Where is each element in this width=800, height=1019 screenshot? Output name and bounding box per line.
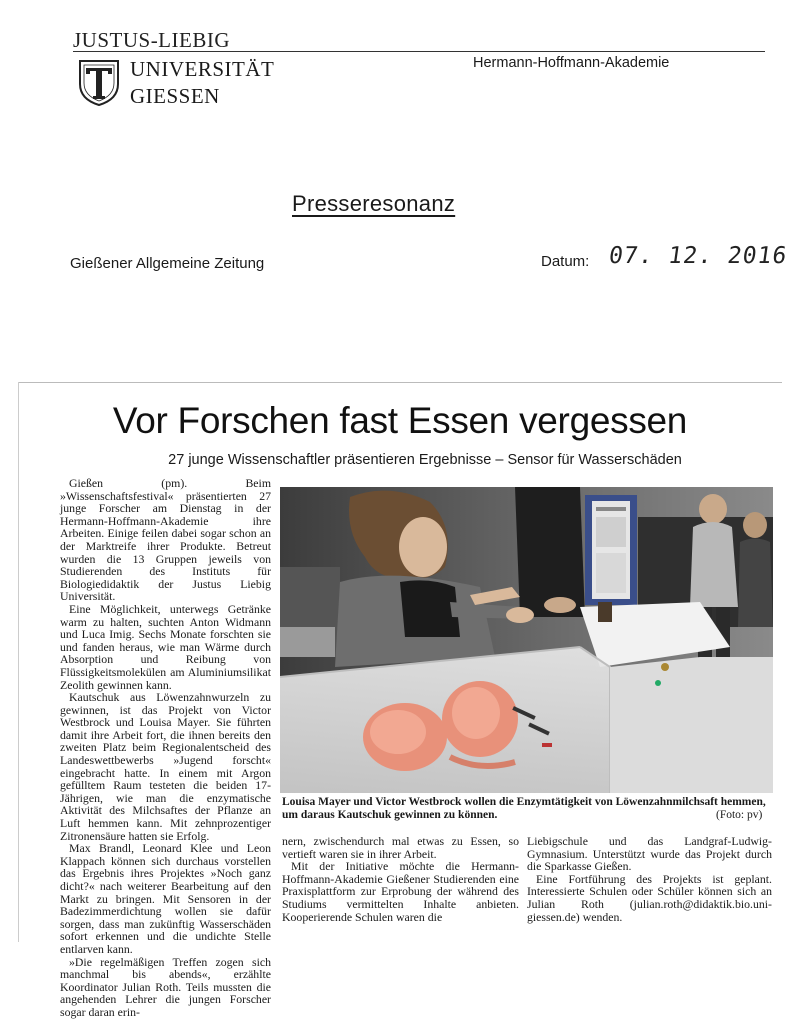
paragraph: Max Brandl, Leonard Klee und Leon Klappach können sich durchaus vorstellen das Ergebnis ihres Projektes »Noch ganz dicht?« nach weiterer Bearbeitung auf den Markt zu bringen. Mit Sensoren in der Badezimmerdichtung wollen sie dafür sorgen, dass man zukünftig Wasserschäden sofort erkennen und die undichte Stelle entlarven kann.	[60, 841, 271, 956]
date-value: 07. 12. 2016	[607, 243, 789, 269]
date-label: Datum:	[541, 253, 590, 270]
article-subheadline: 27 junge Wissenschaftler präsentieren Ergebnisse – Sensor für Wasserschäden	[168, 452, 682, 468]
article-photo	[280, 487, 773, 793]
article-column-3	[527, 835, 772, 923]
photo-credit: (Foto: pv)	[716, 809, 763, 821]
paragraph: Mit der Initiative möchte die Hermann-Hoffmann-Akademie Gießener Studierenden eine Praxisplattform zur Erprobung der während des Studiums vermittelten Inhalte anbieten. Kooperierende Schulen waren die	[282, 859, 519, 924]
paragraph: Eine Fortführung des Projekts ist geplant. Interessierte Schulen oder Schüler können sich an Julian Roth (julian.roth@didaktik.bio.uni-giessen.de) wenden.	[527, 871, 772, 924]
article-headline: Vor Forschen fast Essen vergessen	[112, 400, 688, 441]
paragraph: Eine Möglichkeit, unterwegs Getränke warm zu halten, suchten Anton Widmann und Luca Imig. Sechs Monate forschten sie und fanden heraus, wie man Wärme durch Absorption und Reibung von Flüssigkeitsmolekülen am Aluminiumsilikat Zeolith gewinnen kann.	[60, 601, 271, 692]
header-rule	[73, 51, 765, 52]
paragraph: Gießen (pm). Beim »Wissenschaftsfestival« präsentierten 27 junge Forscher am Dienstag in der Hermann-Hoffmann-Akademie ihre Arbeiten. Einige feilen dabei sogar schon an der Marktreife ihrer Produkte. Betreut wurden die 13 Gruppen jeweils von Studierenden des Instituts für Biologiedidaktik der Justus Liebig Universität.	[60, 476, 271, 604]
paragraph: Liebigschule und das Landgraf-Ludwig-Gymnasium. Unterstützt wurde das Projekt durch die Sparkasse Gießen.	[527, 834, 772, 874]
akademie-name: Hermann-Hoffmann-Akademie	[473, 55, 670, 71]
paragraph: »Die regelmäßigen Treffen zogen sich manchmal bis abends«, erzählte Koordinator Julian Roth. Teils mussten die angehenden Lehrer die jungen Forscher sogar daran erin-	[60, 954, 271, 1019]
newspaper-name: Gießener Allgemeine Zeitung	[70, 255, 265, 272]
article-column-1	[60, 477, 271, 1019]
clipping-edge-top	[18, 382, 782, 383]
paragraph: Kautschuk aus Löwenzahnwurzeln zu gewinnen, ist das Projekt von Victor Westbrock und Louisa Mayer. Sie führten damit ihre Arbeit fort, die ihnen bereits den zweiten Platz beim Regionalentscheid des Landeswettbewerbs »Jugend forscht« eingebracht hatte. In einem mit Argon gefülltem Raum testeten die beiden 17-Jährigen, wie man die enzymatische Aktivität des Milchsaftes der Pflanze an Luft hemmen kann. Mit zehnprozentiger Zitronensäure hatten sie Erfolg.	[60, 690, 271, 843]
photo-caption: Louisa Mayer und Victor Westbrock wollen die Enzymtätigkeit von Löwenzahnmilchsaft hemmen, um daraus Kautschuk gewinnen zu können.	[282, 796, 766, 821]
university-name-line2: UNIVERSITÄT	[130, 57, 275, 81]
university-name-line3: GIESSEN	[130, 84, 220, 108]
article-column-2	[282, 835, 519, 923]
university-seal-icon	[77, 58, 121, 106]
university-name-line1: JUSTUS-LIEBIG	[73, 28, 230, 52]
paragraph: nern, zwischendurch mal etwas zu Essen, so vertieft waren sie in ihrer Arbeit.	[282, 834, 519, 861]
press-title: Presseresonanz	[292, 191, 456, 216]
